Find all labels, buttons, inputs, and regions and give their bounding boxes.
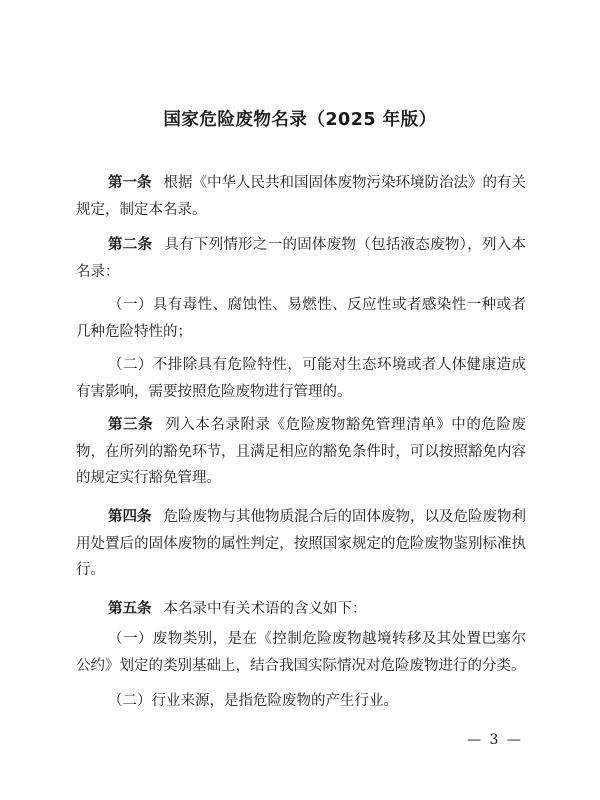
clause-2-1 — [76, 292, 526, 345]
article-2 — [76, 232, 526, 285]
article-text: 列入本名录附录《危险废物豁免管理清单》中的危险废物，在所列的豁免环节，且满足相应的豁免条件时，可以按照豁免内容的规定实行豁免管理。 — [76, 417, 527, 486]
page-number: — 3 — — [467, 732, 523, 748]
clause-text: （一）废物类别，是在《控制危险废物越境转移及其处置巴塞尔公约》划定的类别基础上，结合我国实际情况对危险废物进行的分类。 — [76, 631, 526, 674]
clause-text: （一）具有毒性、腐蚀性、易燃性、反应性或者感染性一种或者几种危险特性的； — [76, 297, 526, 340]
article-1 — [76, 170, 526, 223]
article-3 — [76, 412, 526, 492]
article-label: 第三条 — [108, 417, 154, 433]
clause-5-1 — [76, 626, 526, 679]
document-title: 国家危险废物名录（2025 年版） — [163, 110, 437, 130]
article-label: 第二条 — [108, 237, 153, 253]
article-text: 本名录中有关术语的含义如下： — [163, 601, 367, 617]
clause-text: （二）行业来源，是指危险废物的产生行业。 — [108, 693, 398, 709]
clause-5-2 — [76, 688, 526, 715]
article-label: 第五条 — [108, 601, 152, 617]
article-4 — [76, 504, 526, 584]
clause-2-2 — [76, 352, 526, 405]
article-5 — [76, 596, 526, 623]
article-text: 危险废物与其他物质混合后的固体废物，以及危险废物利用处置后的固体废物的属性判定，按照国家规定的危险废物鉴别标准执行。 — [76, 509, 526, 578]
article-text: 根据《中华人民共和国固体废物污染环境防治法》的有关规定，制定本名录。 — [76, 175, 526, 218]
clause-text: （二）不排除具有危险特性，可能对生态环境或者人体健康造成有害影响，需要按照危险废物进行管理的。 — [76, 357, 526, 400]
article-label: 第四条 — [108, 509, 152, 525]
article-label: 第一条 — [108, 175, 152, 191]
article-text: 具有下列情形之一的固体废物（包括液态废物），列入本名录： — [76, 237, 527, 280]
